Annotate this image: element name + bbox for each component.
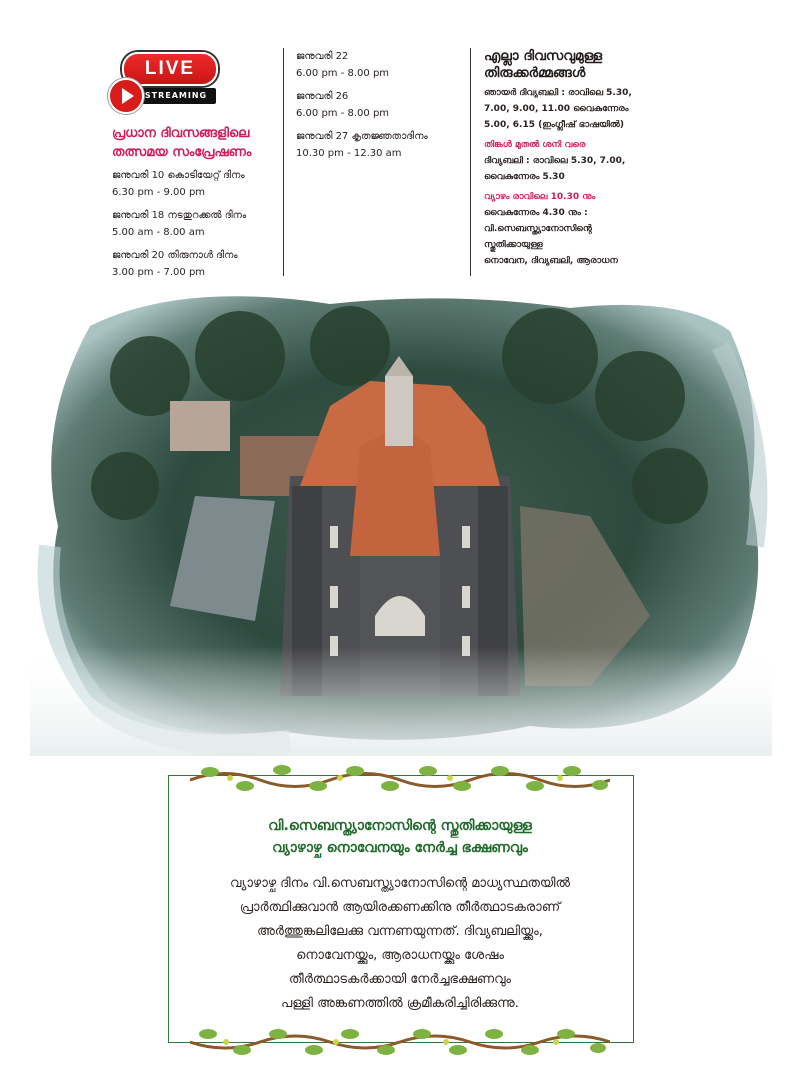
- daily-heading-line1: എല്ലാ ദിവസവുമുള്ള: [484, 48, 603, 64]
- thursday-line: സ്തുതിക്കായുള്ള: [484, 240, 543, 250]
- schedule-item: [112, 247, 280, 281]
- schedule-item: [296, 48, 468, 82]
- novena-line: വ്യാഴാഴ്ച ദിനം വി.സെബസ്ത്യാനോസിന്റെ മാധ്യസ്ഥതയിൽ: [230, 876, 570, 891]
- column-divider: [470, 48, 471, 276]
- sunday-line: 7.00, 9.00, 11.00 വൈകുന്നേരം: [484, 104, 629, 114]
- thursday-services: [484, 205, 684, 269]
- schedule-time: 6.00 pm - 8.00 pm: [296, 68, 390, 79]
- schedule-item: [112, 167, 280, 201]
- schedule-date: ജനുവരി 10 കൊടിയേറ്റ് ദിനം: [112, 170, 245, 181]
- thursday-heading: വ്യാഴം രാവിലെ 10.30 നും: [484, 192, 596, 202]
- novena-line: തീർത്ഥാടകർക്കായി നേർച്ചഭക്ഷണവും: [289, 972, 511, 987]
- vine-border-bottom: [190, 1026, 610, 1058]
- sunday-line: ഞായർ ദിവ്യബലി : രാവിലെ 5.30,: [484, 88, 632, 98]
- live-label: LIVE: [122, 52, 218, 86]
- streaming-label: STREAMING: [136, 88, 216, 104]
- schedule-column-1: [112, 167, 280, 287]
- schedule-date: ജനുവരി 26: [296, 91, 349, 102]
- sunday-mass-times: [484, 85, 684, 133]
- schedule-time: 6.30 pm - 9.00 pm: [112, 187, 206, 198]
- play-icon: [108, 78, 144, 114]
- schedule-time: 6.00 pm - 8.00 pm: [296, 108, 390, 119]
- weekday-mass-times: [484, 153, 684, 185]
- schedule-time: 5.00 am - 8.00 am: [112, 227, 205, 238]
- novena-line: പള്ളി അങ്കണത്തിൽ ക്രമീകരിച്ചിരിക്കുന്നു.: [281, 996, 519, 1011]
- sunday-line: 5.00, 6.15 (ഇംഗ്ലീഷ് ഭാഷയിൽ): [484, 120, 624, 130]
- weekday-heading: തിങ്കൾ മുതൽ ശനി വരെ: [484, 140, 586, 150]
- schedule-date: ജനുവരി 18 നടതുറക്കൽ ദിനം: [112, 210, 247, 221]
- thursday-line: വി.സെബസ്ത്യാനോസിന്റെ: [484, 224, 592, 234]
- daily-heading-line2: തിരുക്കർമ്മങ്ങൾ: [484, 65, 586, 81]
- column-divider: [283, 48, 284, 276]
- live-streaming-badge: [108, 48, 220, 110]
- schedule-item: [112, 207, 280, 241]
- live-schedule-title-line2: തത്സമയ സംപ്രേഷണം: [112, 145, 252, 160]
- vine-border-top: [190, 762, 610, 794]
- novena-title-line1: വി.സെബസ്ത്യാനോസിന്റെ സ്തുതിക്കായുള്ള: [268, 818, 532, 834]
- schedule-item: [296, 88, 468, 122]
- novena-title-line2: വ്യാഴാഴ്ച നൊവേനയും നേർച്ച ഭക്ഷണവും: [272, 840, 528, 856]
- schedule-date: ജനുവരി 22: [296, 51, 349, 62]
- novena-description: [178, 872, 622, 1016]
- thursday-line: വൈകുന്നേരം 4.30 നും :: [484, 208, 588, 218]
- church-watercolor-painting: [30, 286, 772, 756]
- daily-services: [484, 48, 684, 269]
- novena-line: പ്രാർത്ഥിക്കുവാൻ ആയിരക്കണക്കിനു തീർത്ഥാടകരാണ്: [239, 900, 561, 915]
- novena-title: [168, 815, 632, 859]
- thursday-line: നൊവേന, ദിവ്യബലി, ആരാധന: [484, 256, 618, 266]
- schedule-time: 10.30 pm - 12.30 am: [296, 148, 402, 159]
- schedule-date: ജനുവരി 27 കൃതജ്ഞതാദിനം: [296, 131, 428, 142]
- daily-services-heading: [484, 48, 684, 82]
- weekday-line: ദിവ്യബലി : രാവിലെ 5.30, 7.00,: [484, 156, 626, 166]
- schedule-time: 3.00 pm - 7.00 pm: [112, 267, 206, 278]
- novena-line: നൊവേനയ്ക്കും, ആരാധനയ്ക്കും ശേഷം: [296, 948, 504, 963]
- live-schedule-title-line1: പ്രധാന ദിവസങ്ങളിലെ: [112, 126, 250, 141]
- schedule-date: ജനുവരി 20 തിരുനാൾ ദിനം: [112, 250, 238, 261]
- live-schedule-title: [112, 124, 282, 162]
- schedule-column-2: [296, 48, 468, 168]
- schedule-item: [296, 128, 468, 162]
- weekday-line: വൈകുന്നേരം 5.30: [484, 172, 565, 182]
- novena-line: അർത്തുങ്കലിലേക്കു വന്നണയുന്നത്. ദിവ്യബലിയ്ക്കും,: [257, 924, 543, 939]
